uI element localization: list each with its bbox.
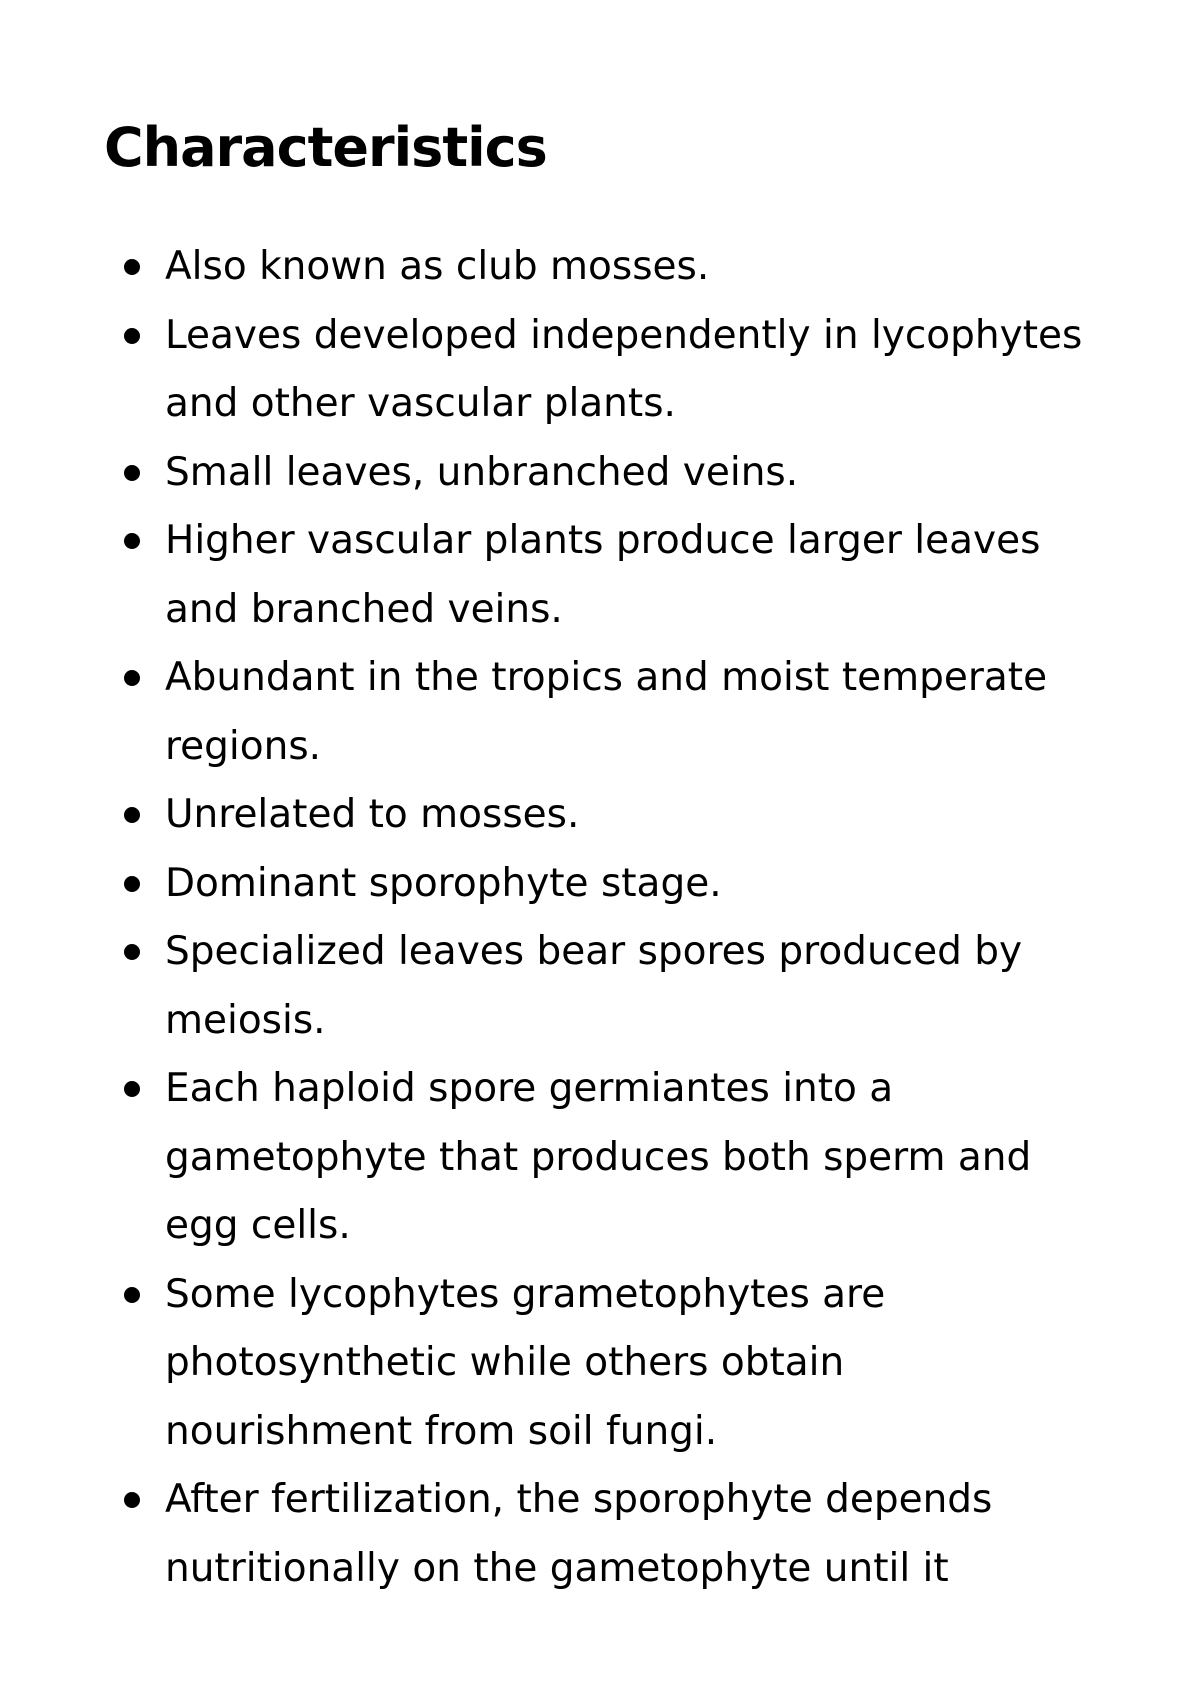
list-item <box>0 1261 1200 1467</box>
list-item-text: meiosis. <box>165 997 326 1043</box>
list-item <box>0 1055 1200 1261</box>
characteristics-list <box>0 233 1200 1603</box>
list-item-text: and branched veins. <box>165 586 563 632</box>
bullet-icon <box>124 876 140 892</box>
list-item <box>0 302 1200 439</box>
list-item-text: Each haploid spore germiantes into a <box>165 1066 894 1111</box>
list-item-text: Dominant sporophyte stage. <box>165 860 722 906</box>
list-item <box>0 233 1200 302</box>
list-item-text: Higher vascular plants produce larger leaves <box>165 518 1041 563</box>
list-item-text: Also known as club mosses. <box>165 244 710 289</box>
list-item-text: photosynthetic while others obtain <box>165 1340 845 1385</box>
bullet-icon <box>124 1081 140 1097</box>
bullet-icon <box>124 1492 140 1508</box>
list-item-text: regions. <box>165 723 322 769</box>
list-item <box>0 644 1200 781</box>
bullet-icon <box>124 944 140 960</box>
list-item-text: and other vascular plants. <box>165 381 676 426</box>
list-item-text: Unrelated to mosses. <box>165 792 580 837</box>
list-item-text: egg cells. <box>165 1203 351 1248</box>
list-item <box>0 439 1200 508</box>
bullet-icon <box>124 465 140 481</box>
list-item-text: After fertilization, the sporophyte depends <box>165 1477 993 1522</box>
bullet-icon <box>124 670 140 686</box>
list-item-text: Some lycophytes grametophytes are <box>165 1271 886 1317</box>
list-item <box>0 918 1200 1055</box>
list-item <box>0 1466 1200 1603</box>
list-item <box>0 850 1200 919</box>
list-item-text: Leaves developed independently in lycophytes <box>165 312 1083 358</box>
bullet-icon <box>124 807 140 823</box>
list-item-text: Abundant in the tropics and moist temperate <box>165 655 1048 700</box>
list-item-text: Specialized leaves bear spores produced by <box>165 929 1023 974</box>
list-item-text: nourishment from soil fungi. <box>165 1408 718 1454</box>
list-item-text: gametophyte that produces both sperm and <box>165 1134 1032 1180</box>
bullet-icon <box>124 533 140 549</box>
page-title: Characteristics <box>104 116 547 179</box>
list-item <box>0 781 1200 850</box>
bullet-icon <box>124 328 140 344</box>
list-item-text: Small leaves, unbranched veins. <box>165 449 799 495</box>
bullet-icon <box>124 1287 140 1303</box>
list-item <box>0 507 1200 644</box>
list-item-text: nutritionally on the gametophyte until it <box>165 1545 949 1591</box>
bullet-icon <box>124 259 140 275</box>
